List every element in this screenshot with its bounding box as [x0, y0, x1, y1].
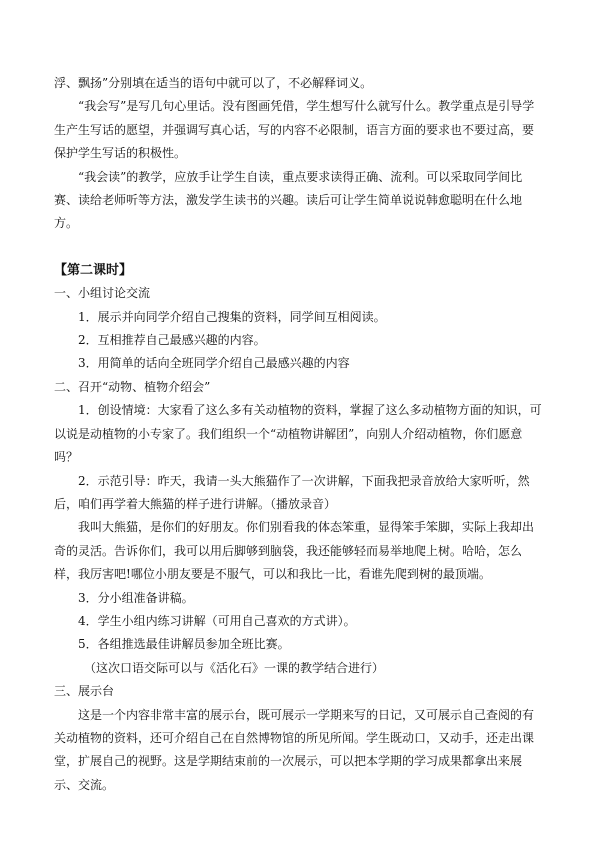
panda-speech-paragraph: 我叫大熊猫，是你们的好朋友。你们别看我的体态笨重，显得笨手笨脚，实际上我却出奇的灵活。告诉你们，我可以用后脚够到脑袋，我还能够轻而易举地爬上树。哈哈，怎么样，我厉害吧!哪位小朋友要是不服气，可以和我比一比，看谁先爬到树的最顶端。 — [54, 520, 535, 582]
list-item: 2．互相推荐自己最感兴趣的内容。 — [78, 333, 266, 348]
list-item: 1．展示并向同学介绍自己搜集的资料，同学间互相阅读。 — [78, 309, 386, 324]
intro-paragraph-reading: “我会读”的教学，应放手让学生自读，重点要求读得正确、流利。可以采取同学间比赛、读给老师听等方法，激发学生读书的兴趣。读后可让学生简单说说韩愈聪明在什么地方。 — [54, 169, 523, 231]
spacer — [54, 236, 542, 259]
section-heading-introduction-meeting: 二、召开“动物、植物介绍会” — [54, 379, 211, 394]
list-item: 3．用简单的话向全班同学介绍自己最感兴趣的内容 — [78, 356, 350, 371]
list-item: 5．各组推选最佳讲解员参加全班比赛。 — [78, 637, 290, 652]
teaching-note: （这次口语交际可以与《活化石》一课的教学结合进行） — [84, 660, 385, 675]
showcase-paragraph: 这是一个内容非常丰富的展示台，既可展示一学期来写的日记，又可展示自己查阅的有关动植物的资料，还可介绍自己在自然博物馆的所见所闻。学生既动口，又动手，还走出课堂，扩展自己的视野。这是学期结束前的一次展示，可以把本学期的学习成果都拿出来展示、交流。 — [54, 707, 535, 792]
section-heading-showcase: 三、展示台 — [54, 684, 115, 699]
list-item: 1．创设情境：大家看了这么多有关动植物的资料，掌握了这么多动植物方面的知识，可以说是动植物的小专家了。我们组织一个“动植物讲解团”，向别人介绍动植物，你们愿意吗？ — [54, 403, 542, 465]
intro-paragraph-continued: 浮、飘扬”分别填在适当的语句中就可以了，不必解释词义。 — [54, 76, 373, 90]
section-heading-discussion: 一、小组讨论交流 — [54, 286, 151, 301]
list-item: 3．分小组准备讲稿。 — [78, 590, 194, 605]
lesson-title: 【第二课时】 — [54, 262, 133, 278]
intro-paragraph-writing: “我会写”是写几句心里话。没有图画凭借，学生想写什么就写什么。教学重点是引导学生产生写话的愿望，并强调写真心话，写的内容不必限制，语言方面的要求也不要过高，要保护学生写话的积极性。 — [54, 99, 535, 161]
document-page — [54, 72, 542, 797]
list-item: 4．学生小组内练习讲解（可用自己喜欢的方式讲）。 — [78, 613, 356, 628]
list-item: 2．示范引导：昨天，我请一头大熊猫作了一次讲解，下面我把录音放给大家听听，然后，咱们再学着大熊猫的样子进行讲解。（播放录音） — [54, 473, 530, 511]
